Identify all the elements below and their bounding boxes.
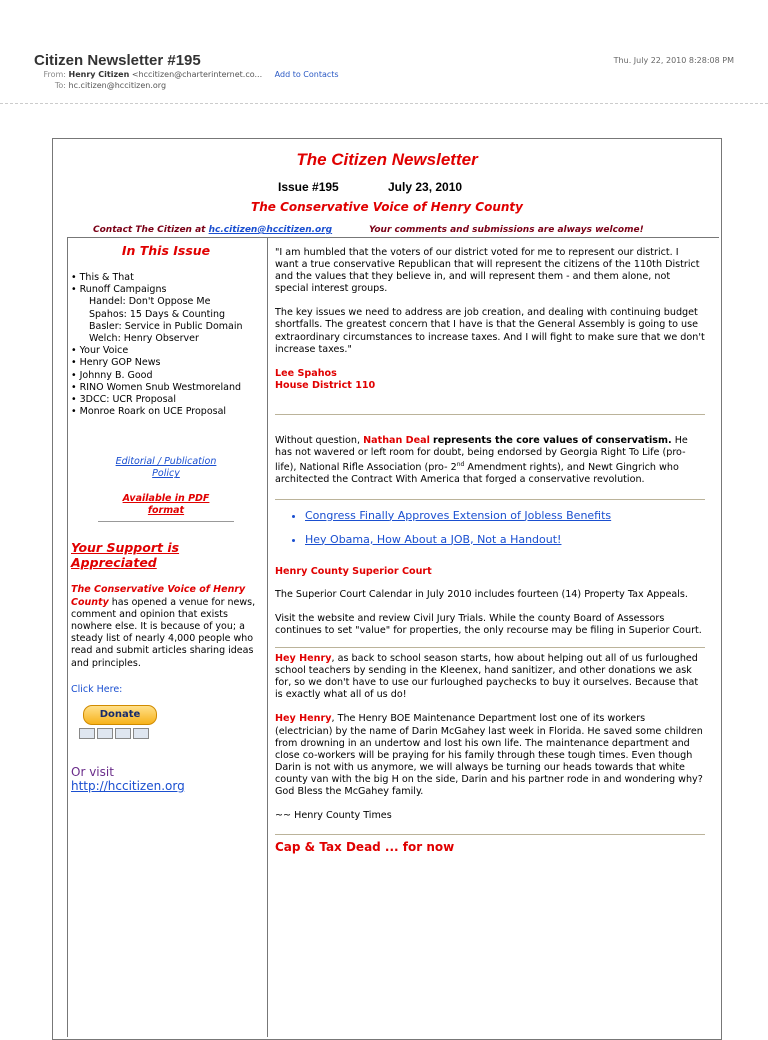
pdf-format-link[interactable]: [71, 493, 261, 517]
email-date: Thu. July 22, 2010 8:28:08 PM: [613, 56, 734, 65]
section-divider: [275, 647, 705, 648]
toc-item: • RINO Women Snub Westmoreland: [71, 381, 242, 393]
deal-text: Amendment rights), and Newt Gingrich who architected the Contract With America that forged a conservative revolution.: [275, 462, 679, 486]
deal-paragraph: [275, 435, 705, 487]
hey-henry-paragraph: [275, 653, 705, 701]
header-divider: [0, 103, 768, 104]
toc-item: • Henry GOP News: [71, 357, 161, 369]
bank-icon: [133, 728, 149, 739]
source-credit: ~~ Henry County Times: [275, 810, 392, 822]
toc-item: • Your Voice: [71, 345, 129, 357]
support-line: Appreciated: [71, 555, 157, 571]
section-divider: [275, 834, 705, 835]
toc-item: • Johnny B. Good: [71, 369, 153, 381]
amex-icon: [115, 728, 131, 739]
deal-text: He has not wavered or left room for doubt, being endorsed by Georgia Right To Life (pro-life), National Rifle Association (pro- 2: [275, 434, 688, 474]
signature-district: House District 110: [275, 379, 376, 391]
to-address[interactable]: hc.citizen@hccitizen.org: [68, 81, 167, 90]
editorial-policy-link[interactable]: [71, 456, 261, 480]
in-this-issue-heading: In This Issue: [121, 243, 211, 258]
newsletter-tagline: The Conservative Voice of Henry County: [251, 200, 523, 214]
click-here-label: Click Here:: [71, 683, 123, 695]
to-label: To:: [54, 81, 66, 90]
contact-prefix: Contact The Citizen at: [93, 225, 206, 235]
deal-prefix: Without question,: [275, 434, 361, 446]
table-left-border: [67, 237, 68, 1037]
quote-paragraph: The key issues we need to address are job creation, and dealing with continuing budget shortfalls. The greatest concern that I have is that the General Assembly is going to use extraordinary circumstances to increase taxes. And I will fight to make sure that we don't increase taxes.": [275, 307, 705, 355]
pdf-line: format: [147, 505, 185, 517]
editorial-line: Editorial / Publication: [115, 456, 217, 468]
donate-button[interactable]: Donate: [83, 705, 157, 725]
toc-list: [71, 272, 261, 418]
column-divider: [267, 237, 268, 1037]
or-visit-label: Or visit: [71, 764, 114, 779]
hey-henry-text: , The Henry BOE Maintenance Department lost one of its workers (electrician) by the name of Darin McGahey last week in Florida. He saved some children from drowning in an undertow and lost his own life. The maintenance department and close co-workers will be praying for his family through these tough times. Even though Darin is not with us anymore, we will always be turning our heads towards that white county van with the big H on the side, Darin and his partner rode in and wondering why? God Bless the McGahey family.: [275, 713, 703, 797]
quote-paragraph: "I am humbled that the voters of our district voted for me to represent our district. I want a true conservative Republican that will represent the citizens of the 110th District and the values that they believe in, and will represent them - and them alone, not special interest groups.: [275, 247, 700, 295]
toc-item: Basler: Service in Public Domain: [89, 320, 243, 332]
toc-item: • 3DCC: UCR Proposal: [71, 394, 177, 406]
sidebar: [71, 243, 261, 793]
pdf-line: Available in PDF: [122, 493, 210, 505]
toc-item: • This & That: [71, 272, 134, 283]
deal-name: Nathan Deal: [363, 434, 430, 446]
website-link[interactable]: http://hccitizen.org: [71, 778, 185, 793]
article-link[interactable]: • Congress Finally Approves Extension of Jobless Benefits: [305, 510, 705, 522]
issue-date: July 23, 2010: [388, 180, 463, 194]
court-paragraph: Visit the website and review Civil Jury Trials. While the county Board of Assessors continues to set "value" for properties, the only recourse may be filing in Superior Court.: [275, 612, 702, 636]
add-to-contacts-link[interactable]: Add to Contacts: [274, 70, 339, 79]
email-subject: Citizen Newsletter #195: [34, 52, 201, 69]
visa-icon: [97, 728, 113, 739]
hey-henry-label: Hey Henry: [275, 713, 332, 725]
support-emphasis: The Conservative Voice of Henry County: [71, 584, 246, 608]
deal-bold: represents the core values of conservatism.: [432, 434, 672, 446]
toc-item: Spahos: 15 Days & Counting: [89, 308, 226, 320]
court-paragraph: The Superior Court Calendar in July 2010 includes fourteen (14) Property Tax Appeals.: [275, 588, 688, 600]
contact-email-link[interactable]: hc.citizen@hccitizen.org: [208, 225, 333, 235]
hey-henry-paragraph: [275, 713, 705, 798]
section-divider: [275, 499, 705, 500]
article-link[interactable]: • Hey Obama, How About a JOB, Not a Handout!: [305, 534, 705, 546]
support-paragraph: [71, 584, 261, 669]
support-body: has opened a venue for news, comment and opinion that exists nowhere else. It is because of you; a steady list of nearly 4,000 people who read and submit articles sharing ideas and principles.: [71, 596, 256, 669]
issue-number: Issue #195: [278, 180, 339, 194]
toc-item: • Monroe Roark on UCE Proposal: [71, 406, 227, 418]
sidebar-divider: [98, 521, 234, 522]
table-top-border: [67, 237, 719, 238]
hey-henry-label: Hey Henry: [275, 653, 332, 665]
toc-item: • Runoff Campaigns: [71, 284, 167, 296]
contact-line: [93, 225, 332, 235]
from-address[interactable]: <hccitizen@charterinternet.co...: [131, 70, 263, 79]
section-divider: [275, 414, 705, 415]
support-line: Your Support is: [71, 540, 180, 556]
toc-item: Handel: Don't Oppose Me: [89, 296, 211, 308]
newsletter-title: The Citizen Newsletter: [296, 150, 478, 169]
signature-name: Lee Spahos: [275, 367, 337, 379]
from-label: From:: [43, 70, 66, 79]
payment-cards: [79, 728, 261, 739]
court-heading: Henry County Superior Court: [275, 565, 432, 577]
to-row: [34, 81, 166, 90]
deal-sup: nd: [456, 461, 465, 469]
main-content: [275, 247, 705, 853]
cap-tax-heading: Cap & Tax Dead ... for now: [275, 840, 455, 855]
toc-item: Welch: Henry Observer: [89, 333, 199, 345]
from-name[interactable]: Henry Citizen: [68, 70, 130, 79]
from-row: [34, 70, 339, 79]
mastercard-icon: [79, 728, 95, 739]
editorial-line: Policy: [152, 468, 180, 480]
support-heading: [71, 540, 261, 570]
link-list: [275, 510, 705, 546]
hey-henry-text: , as back to school season starts, how about helping out all of us furloughed school teachers by sending in the Kleenex, hand sanitizer, and other donations we ask for, so we don't have to use our furloughed paychecks to buy it ourselves. Because that is exactly what all of us do!: [275, 653, 699, 701]
submissions-welcome: Your comments and submissions are always welcome!: [369, 225, 644, 235]
newsletter-frame: [52, 138, 722, 1040]
